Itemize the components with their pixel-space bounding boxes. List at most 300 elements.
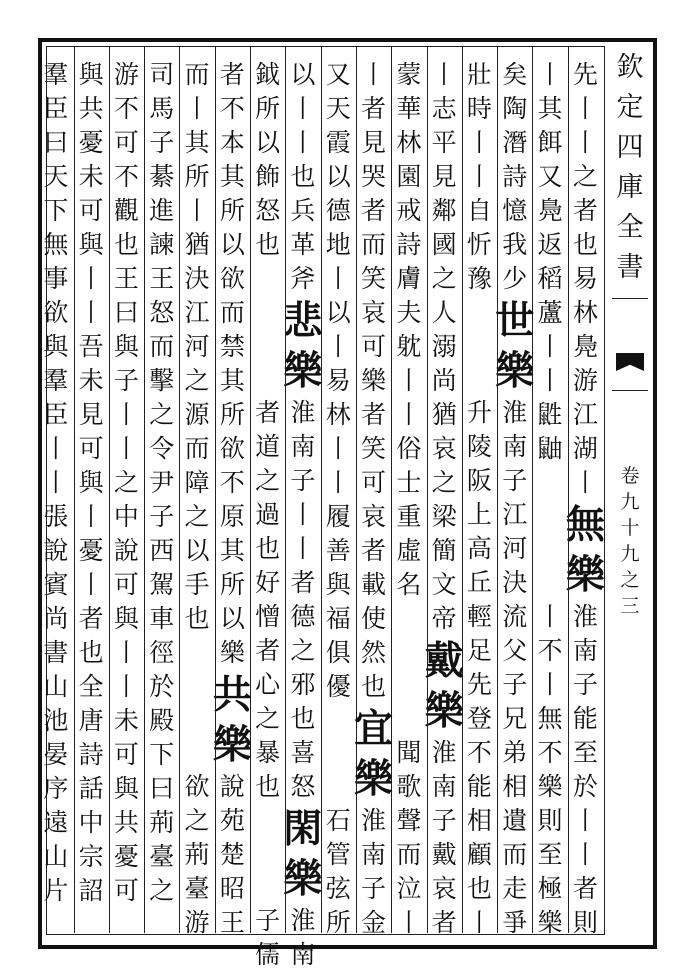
text-char: 可 [113, 128, 139, 157]
text-char: 不 [466, 738, 492, 767]
margin-divider-top [612, 298, 648, 299]
heading-char: 宜 [354, 706, 394, 752]
text-char: 者 [361, 196, 387, 225]
text-char: 原 [219, 502, 245, 531]
text-char [389, 602, 429, 636]
text-char: 鼬 [537, 434, 563, 463]
text-char: 欲 [184, 772, 210, 801]
text-char: 南 [572, 636, 598, 665]
text-char: 然 [361, 638, 387, 667]
text-char: 豫 [466, 264, 492, 293]
text-char: 過 [255, 500, 281, 529]
volume-char: 九 [620, 491, 640, 513]
text-char: 丨 [78, 298, 104, 327]
text-char: 而 [184, 434, 210, 463]
text-char: 丨 [572, 806, 598, 835]
text-char: 之 [113, 468, 139, 497]
text-char: 者 [290, 568, 316, 597]
text-char: 金 [361, 908, 387, 937]
text-char: 哭 [361, 162, 387, 191]
text-char: 丨 [431, 60, 457, 89]
text-char: 丨 [184, 196, 210, 225]
text-char: 見 [361, 128, 387, 157]
text-char: 怒 [290, 772, 316, 801]
text-char: 哀 [361, 502, 387, 531]
text-column [142, 58, 182, 908]
text-char: 戒 [396, 196, 422, 225]
text-char: 丨 [396, 366, 422, 395]
text-char: 曰 [113, 298, 139, 327]
text-char: 中 [78, 808, 104, 837]
text-char: 履 [325, 502, 351, 531]
text-char: 天 [325, 94, 351, 123]
text-char: 林 [325, 400, 351, 429]
text-char: 丨 [396, 908, 422, 937]
text-char: 者 [78, 604, 104, 633]
text-char: 馬 [149, 94, 175, 123]
text-char: 林 [572, 298, 598, 327]
text-char: 優 [325, 672, 351, 701]
text-char: 邪 [290, 670, 316, 699]
text-char [530, 466, 570, 500]
text-char: 者 [361, 94, 387, 123]
text-char: 梁 [431, 502, 457, 531]
text-char: 我 [502, 230, 528, 259]
text-char: 曰 [43, 128, 69, 157]
text-char: 障 [184, 468, 210, 497]
text-char: 先 [466, 670, 492, 699]
text-char: 之 [572, 162, 598, 191]
text-char: 士 [396, 468, 422, 497]
heading-char [248, 854, 288, 904]
text-char: 先 [572, 60, 598, 89]
text-char: 昭 [219, 874, 245, 903]
text-char: 荊 [184, 840, 210, 869]
text-char: 不 [537, 738, 563, 767]
page-margin-column [612, 48, 648, 617]
text-char: 決 [502, 568, 528, 597]
text-char: 也 [255, 772, 281, 801]
text-char: 淮 [502, 398, 528, 427]
heading-char: 閑 [283, 806, 323, 852]
heading-char [389, 636, 429, 686]
text-char: 與 [113, 332, 139, 361]
text-char: 丨 [537, 366, 563, 395]
text-char: 鼪 [537, 400, 563, 429]
text-char: 以 [219, 604, 245, 633]
text-column [424, 58, 464, 940]
text-char: 怒 [255, 196, 281, 225]
text-char: 國 [431, 230, 457, 259]
text-char: 丨 [466, 128, 492, 157]
text-char: 父 [502, 636, 528, 665]
heading-char [177, 670, 217, 720]
text-char: 詩 [78, 740, 104, 769]
text-char: 鳧 [537, 196, 563, 225]
text-char: 說 [219, 772, 245, 801]
text-char: 王 [149, 264, 175, 293]
heading-char: 樂 [495, 348, 535, 394]
text-column [212, 58, 252, 940]
text-char: 與 [78, 60, 104, 89]
text-char: 夫 [396, 298, 422, 327]
text-char: 與 [43, 332, 69, 361]
text-char: 上 [466, 500, 492, 529]
text-char: 丨 [396, 400, 422, 429]
text-char: 者 [255, 636, 281, 665]
text-char: 丨 [537, 332, 563, 361]
text-char: 殿 [149, 706, 175, 735]
text-char: 高 [466, 534, 492, 563]
text-char: 以 [255, 128, 281, 157]
title-char: 庫 [616, 172, 644, 203]
text-char: 臣 [43, 400, 69, 429]
text-char: 說 [113, 536, 139, 565]
text-char: 丨 [290, 534, 316, 563]
book-title [612, 48, 648, 288]
text-char: 所 [255, 94, 281, 123]
text-char: 而 [502, 840, 528, 869]
text-char: 而 [149, 332, 175, 361]
text-char: 淮 [290, 398, 316, 427]
text-char: 江 [184, 298, 210, 327]
text-char: 笑 [361, 264, 387, 293]
text-char: 之 [255, 466, 281, 495]
title-char: 定 [616, 92, 644, 123]
text-char: 賓 [43, 570, 69, 599]
text-char: 江 [572, 400, 598, 429]
text-char: 丨 [537, 60, 563, 89]
text-char: 子 [290, 466, 316, 495]
text-char: 湖 [572, 434, 598, 463]
text-char: 共 [78, 94, 104, 123]
text-char: 兵 [290, 196, 316, 225]
text-char: 可 [113, 740, 139, 769]
text-char: 淮 [572, 602, 598, 631]
text-char: 徑 [149, 638, 175, 667]
text-char: 子 [255, 906, 281, 935]
text-char: 丨 [113, 434, 139, 463]
heading-char [318, 754, 358, 804]
text-char: 以 [184, 536, 210, 565]
text-char: 弦 [325, 874, 351, 903]
text-char: 丨 [325, 434, 351, 463]
text-char: 福 [325, 604, 351, 633]
title-char: 四 [616, 132, 644, 163]
text-char: 憂 [78, 128, 104, 157]
text-char: 猶 [431, 400, 457, 429]
text-char: 天 [43, 162, 69, 191]
text-char: 尚 [43, 604, 69, 633]
heading-char: 悲 [283, 298, 323, 344]
heading-char: 樂 [212, 722, 252, 768]
text-char: 下 [43, 196, 69, 225]
text-char: 而 [184, 60, 210, 89]
text-char: 與 [113, 774, 139, 803]
text-char: 不 [113, 94, 139, 123]
text-char: 樂 [537, 772, 563, 801]
text-char: 也 [113, 230, 139, 259]
text-char: 泣 [396, 874, 422, 903]
text-char: 丨 [325, 468, 351, 497]
text-char: 者 [219, 60, 245, 89]
text-char: 也 [361, 672, 387, 701]
text-char: 華 [396, 94, 422, 123]
heading-char [248, 346, 288, 396]
text-char: 淮 [431, 738, 457, 767]
text-char: 無 [537, 704, 563, 733]
text-char: 河 [184, 332, 210, 361]
heading-char [248, 296, 288, 346]
text-char: 足 [466, 636, 492, 665]
text-char: 詔 [78, 876, 104, 905]
text-char: 中 [113, 502, 139, 531]
text-char: 儒 [255, 940, 281, 969]
text-char: 鳧 [572, 332, 598, 361]
heading-char [530, 500, 570, 550]
text-char: 唐 [78, 706, 104, 735]
text-char: 其 [219, 536, 245, 565]
text-char: 德 [325, 196, 351, 225]
text-char: 壯 [466, 60, 492, 89]
volume-char: 十 [620, 517, 640, 539]
text-char: 鄰 [431, 196, 457, 225]
text-char: 山 [43, 842, 69, 871]
text-char: 而 [396, 840, 422, 869]
text-char: 不 [113, 162, 139, 191]
text-char: 臺 [184, 874, 210, 903]
text-char: 憎 [255, 602, 281, 631]
text-char: 西 [149, 536, 175, 565]
text-char: 者 [431, 908, 457, 937]
text-char: 之 [255, 704, 281, 733]
text-char: 者 [255, 398, 281, 427]
text-char: 憂 [78, 536, 104, 565]
text-char: 流 [502, 602, 528, 631]
text-char: 人 [431, 298, 457, 327]
text-char: 曰 [149, 774, 175, 803]
volume-char: 三 [620, 595, 640, 617]
text-char: 羣 [43, 366, 69, 395]
text-column [71, 58, 111, 908]
text-char: 與 [325, 570, 351, 599]
text-char: 俗 [396, 434, 422, 463]
text-char: 之 [431, 468, 457, 497]
text-char: 能 [572, 704, 598, 733]
text-char: 丨 [113, 638, 139, 667]
text-char: 載 [361, 570, 387, 599]
text-char: 可 [113, 876, 139, 905]
text-char: 溺 [431, 332, 457, 361]
text-char: 之 [431, 264, 457, 293]
text-char: 能 [466, 772, 492, 801]
text-char: 尹 [149, 468, 175, 497]
text-column [565, 58, 605, 940]
text-char: 則 [537, 806, 563, 835]
text-char: 書 [43, 638, 69, 667]
text-char: 無 [43, 230, 69, 259]
text-column [530, 58, 570, 940]
text-char: 見 [431, 162, 457, 191]
text-char: 子 [113, 366, 139, 395]
text-char: 丨 [537, 670, 563, 699]
text-char: 丨 [466, 162, 492, 191]
text-char: 駕 [149, 570, 175, 599]
text-char: 江 [502, 500, 528, 529]
text-char: 歌 [396, 772, 422, 801]
title-char: 欽 [616, 52, 644, 83]
text-char: 又 [537, 162, 563, 191]
text-char: 丨 [361, 60, 387, 89]
text-char: 以 [325, 162, 351, 191]
text-char: 丨 [78, 502, 104, 531]
text-char: 令 [149, 434, 175, 463]
text-char: 者 [572, 874, 598, 903]
text-char: 哀 [361, 298, 387, 327]
text-char: 帝 [431, 604, 457, 633]
text-char: 下 [149, 740, 175, 769]
text-char: 所 [219, 570, 245, 599]
text-char: 宗 [78, 842, 104, 871]
text-char: 張 [43, 502, 69, 531]
text-char: 忻 [466, 230, 492, 259]
text-char: 以 [325, 298, 351, 327]
heading-char: 樂 [283, 348, 323, 394]
heading-char: 樂 [283, 856, 323, 902]
text-char: 丨 [290, 94, 316, 123]
text-column [106, 58, 146, 908]
text-char: 管 [325, 840, 351, 869]
text-char: 所 [184, 162, 210, 191]
text-char: 丨 [113, 672, 139, 701]
text-char: 心 [255, 670, 281, 699]
text-char: 見 [78, 400, 104, 429]
text-char: 不 [219, 94, 245, 123]
text-char: 返 [537, 230, 563, 259]
text-char: 與 [78, 468, 104, 497]
text-column [177, 58, 217, 940]
text-char: 善 [325, 536, 351, 565]
title-char: 書 [616, 252, 644, 283]
text-char: 輕 [466, 602, 492, 631]
text-char: 其 [219, 162, 245, 191]
heading-char [177, 720, 217, 770]
text-column [36, 58, 76, 908]
text-char: 少 [502, 264, 528, 293]
text-column [318, 58, 358, 940]
text-char: 兄 [502, 704, 528, 733]
text-char: 德 [290, 602, 316, 631]
text-char: 名 [396, 570, 422, 599]
text-char: 鉞 [255, 60, 281, 89]
heading-char: 戴 [424, 638, 464, 684]
text-char: 登 [466, 704, 492, 733]
text-char: 笑 [361, 434, 387, 463]
text-char: 也 [290, 162, 316, 191]
text-char: 聲 [396, 806, 422, 835]
text-char: 不 [219, 468, 245, 497]
text-char: 游 [113, 60, 139, 89]
heading-char: 無 [565, 502, 605, 548]
text-char: 躭 [396, 332, 422, 361]
text-char: 而 [219, 298, 245, 327]
volume-char: 卷 [620, 465, 640, 487]
text-char: 戴 [431, 840, 457, 869]
text-char: 相 [466, 806, 492, 835]
text-char: 餌 [537, 128, 563, 157]
text-char: 事 [43, 264, 69, 293]
text-char: 於 [149, 672, 175, 701]
text-char: 憶 [502, 196, 528, 225]
text-char: 簡 [431, 536, 457, 565]
text-char: 車 [149, 604, 175, 633]
text-char: 手 [184, 570, 210, 599]
text-char: 則 [572, 908, 598, 937]
text-char: 極 [537, 874, 563, 903]
text-char: 丨 [572, 128, 598, 157]
text-char: 話 [78, 774, 104, 803]
text-char: 所 [325, 908, 351, 937]
text-char: 丨 [43, 434, 69, 463]
text-char: 欲 [43, 298, 69, 327]
text-char: 本 [219, 128, 245, 157]
text-char: 飾 [255, 162, 281, 191]
text-char: 於 [572, 772, 598, 801]
text-char: 丨 [290, 128, 316, 157]
text-char: 可 [361, 468, 387, 497]
text-char: 虛 [396, 536, 422, 565]
text-char [248, 262, 288, 296]
text-char: 以 [219, 230, 245, 259]
text-char: 也 [572, 230, 598, 259]
heading-char [459, 346, 499, 396]
text-char: 共 [113, 808, 139, 837]
heading-char [389, 686, 429, 736]
text-char: 南 [361, 840, 387, 869]
text-char: 革 [290, 230, 316, 259]
text-char: 苑 [219, 806, 245, 835]
text-char: 潛 [502, 128, 528, 157]
text-char: 游 [572, 366, 598, 395]
text-char: 子 [149, 128, 175, 157]
text-char: 禁 [219, 332, 245, 361]
text-char: 河 [502, 534, 528, 563]
margin-divider-bottom [612, 390, 648, 391]
text-char: 淮 [290, 906, 316, 935]
text-char: 哀 [431, 434, 457, 463]
text-char: 司 [149, 60, 175, 89]
text-char: 擊 [149, 366, 175, 395]
text-char: 南 [290, 940, 316, 969]
text-char: 哀 [431, 874, 457, 903]
text-char: 丘 [466, 568, 492, 597]
text-char: 丨 [572, 94, 598, 123]
volume-char: 九 [620, 543, 640, 565]
text-char: 不 [537, 636, 563, 665]
text-char: 其 [184, 128, 210, 157]
text-char: 詩 [502, 162, 528, 191]
text-char: 吾 [78, 332, 104, 361]
heading-char: 樂 [424, 688, 464, 734]
text-char: 欲 [219, 264, 245, 293]
text-column [389, 58, 429, 940]
text-char: 林 [396, 128, 422, 157]
text-char: 也 [290, 704, 316, 733]
title-char: 全 [616, 212, 644, 243]
text-char: 易 [325, 366, 351, 395]
text-char: 臣 [43, 94, 69, 123]
text-char: 憂 [113, 842, 139, 871]
